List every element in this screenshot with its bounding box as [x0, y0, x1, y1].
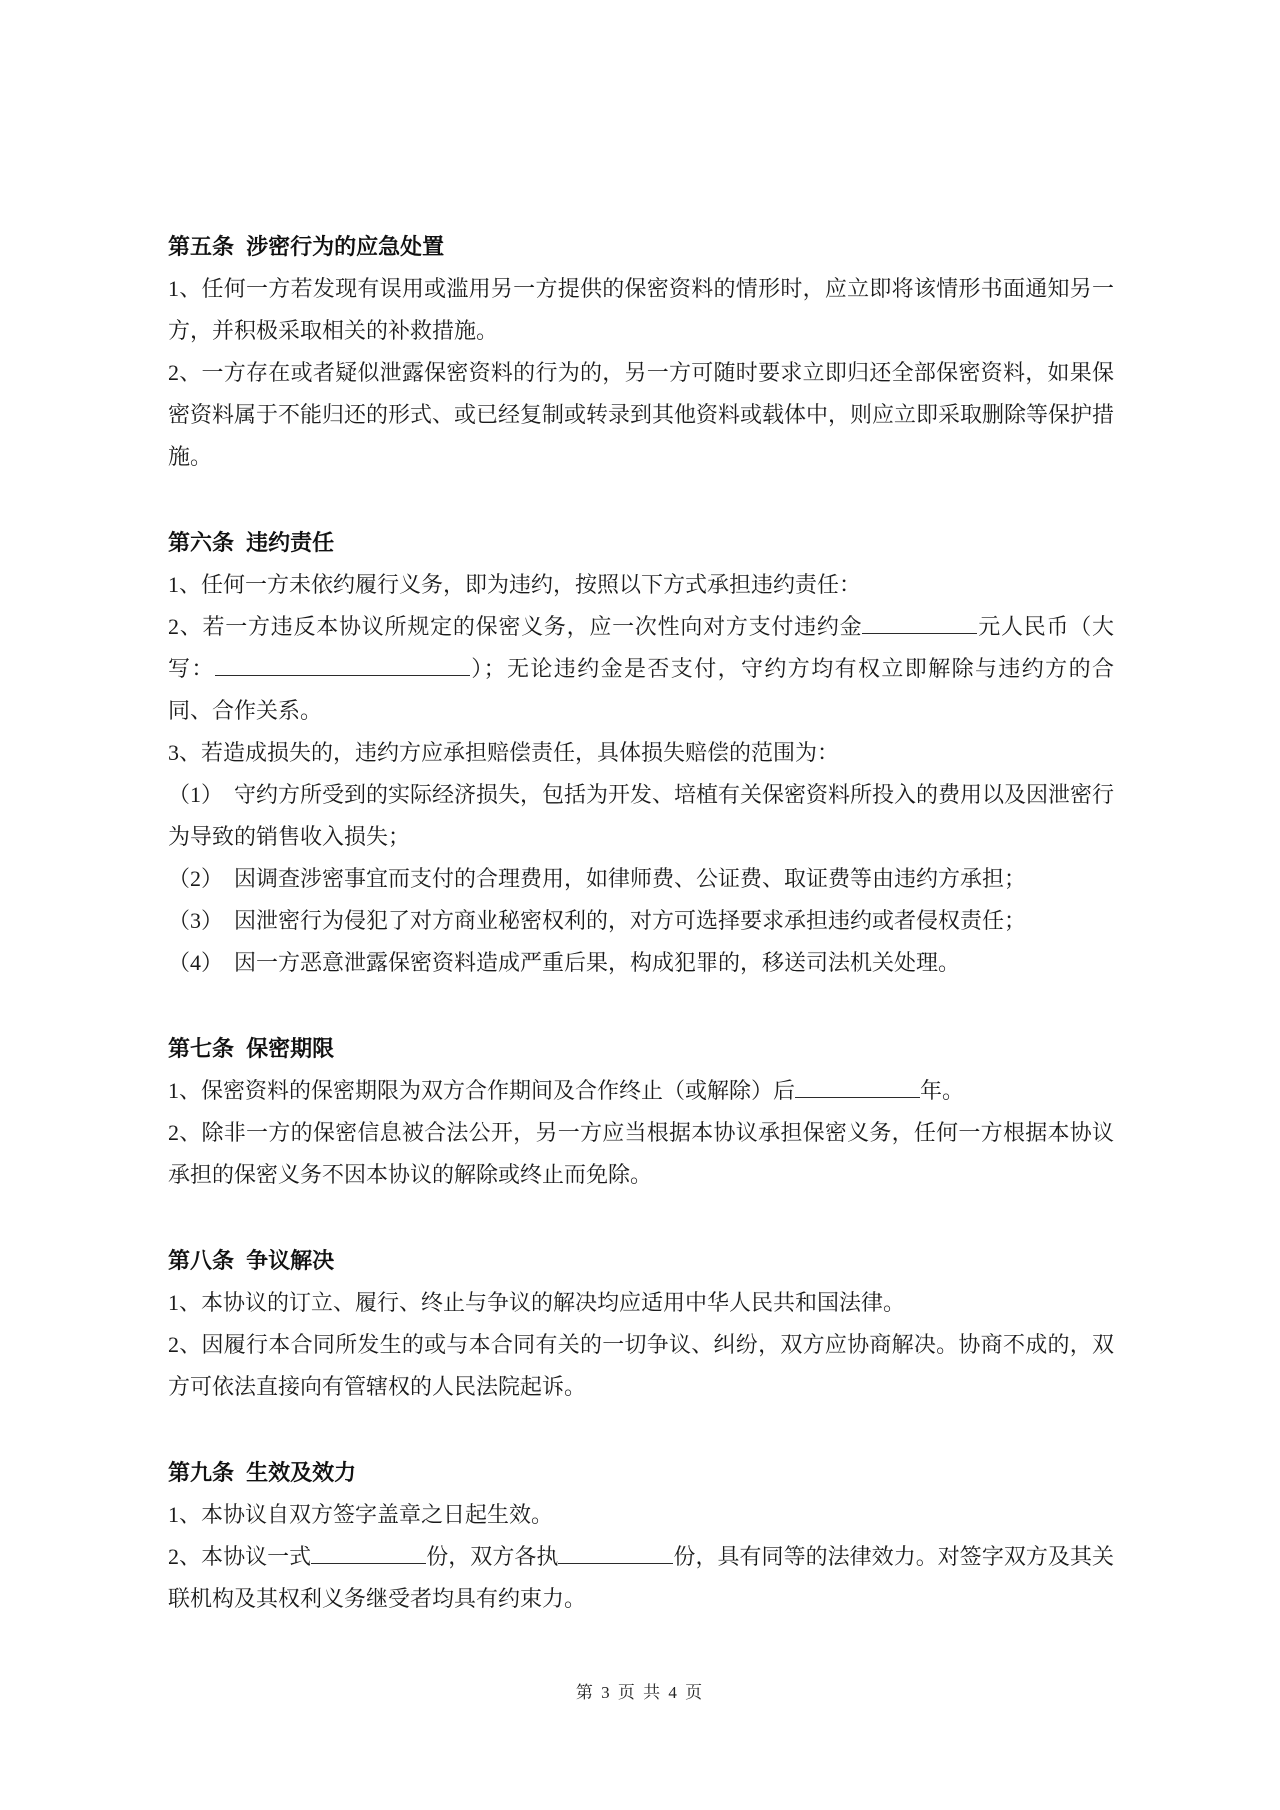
clause-text: ）；无论违约金是否支付，守约方均有权立即解除与违约方的合同、合作关系。 [168, 656, 1114, 723]
section-heading [168, 1240, 1114, 1282]
fill-in-blank [311, 1541, 426, 1564]
fill-in-blank [862, 611, 977, 634]
clause-paragraph [168, 606, 1114, 732]
section-title: 违约责任 [246, 530, 335, 555]
clause-paragraph [168, 942, 1114, 984]
clause-text: 3、若造成损失的，违约方应承担赔偿责任，具体损失赔偿的范围为： [168, 740, 840, 765]
clause-text: 1、任何一方未依约履行义务，即为违约，按照以下方式承担违约责任： [168, 572, 862, 597]
clause-text: 年。 [920, 1078, 965, 1103]
clause-text: （1） 守约方所受到的实际经济损失，包括为开发、培植有关保密资料所投入的费用以及因泄密行为导致的销售收入损失； [168, 782, 1115, 849]
section-title: 涉密行为的应急处置 [246, 234, 445, 259]
clause-paragraph [168, 1112, 1114, 1196]
clause-text: 份，具有同等的法律效力。对签字双方及其关联机构及其权利义务继受者均具有约束力。 [168, 1544, 1114, 1611]
section-number: 第九条 [168, 1460, 235, 1485]
contract-section [168, 1240, 1114, 1408]
clause-paragraph [168, 1494, 1114, 1536]
clause-paragraph [168, 774, 1114, 858]
clause-text: 1、任何一方若发现有误用或滥用另一方提供的保密资料的情形时，应立即将该情形书面通知另一方，并积极采取相关的补救措施。 [168, 276, 1114, 343]
contract-section [168, 522, 1114, 984]
section-title: 保密期限 [246, 1036, 335, 1061]
clause-paragraph [168, 900, 1114, 942]
clause-text: （2） 因调查涉密事宜而支付的合理费用，如律师费、公证费、取证费等由违约方承担； [168, 866, 1027, 891]
section-heading [168, 522, 1114, 564]
section-heading [168, 1452, 1114, 1494]
clause-text: 1、本协议自双方签字盖章之日起生效。 [168, 1502, 554, 1527]
clause-paragraph [168, 858, 1114, 900]
clause-text: （3） 因泄密行为侵犯了对方商业秘密权利的，对方可选择要求承担违约或者侵权责任； [168, 908, 1027, 933]
clause-text: 2、除非一方的保密信息被合法公开，另一方应当根据本协议承担保密义务，任何一方根据本协议承担的保密义务不因本协议的解除或终止而免除。 [168, 1120, 1114, 1187]
section-title: 生效及效力 [246, 1460, 357, 1485]
clause-paragraph [168, 732, 1114, 774]
fill-in-blank [558, 1541, 673, 1564]
clause-text: 元人民币（大写： [168, 614, 1114, 681]
section-number: 第五条 [168, 234, 235, 259]
clause-paragraph [168, 564, 1114, 606]
clause-text: 份，双方各执 [426, 1544, 559, 1569]
clause-paragraph [168, 1282, 1114, 1324]
section-number: 第八条 [168, 1248, 235, 1273]
clause-paragraph [168, 1324, 1114, 1408]
clause-paragraph [168, 268, 1114, 352]
fill-in-blank [215, 653, 470, 676]
section-number: 第七条 [168, 1036, 235, 1061]
contract-section [168, 1028, 1114, 1196]
page-number-indicator: 第 3 页 共 4 页 [575, 1683, 705, 1702]
clause-text: 1、保密资料的保密期限为双方合作期间及合作终止（或解除）后 [168, 1078, 796, 1103]
clause-text: 2、若一方违反本协议所规定的保密义务，应一次性向对方支付违约金 [168, 614, 863, 639]
contract-section [168, 226, 1114, 478]
section-number: 第六条 [168, 530, 235, 555]
clause-text: 2、本协议一式 [168, 1544, 312, 1569]
clause-text: 1、本协议的订立、履行、终止与争议的解决均应适用中华人民共和国法律。 [168, 1290, 906, 1315]
section-title: 争议解决 [246, 1248, 335, 1273]
fill-in-blank [795, 1075, 920, 1098]
contract-section [168, 1452, 1114, 1620]
clause-paragraph [168, 1536, 1114, 1620]
clause-text: 2、因履行本合同所发生的或与本合同有关的一切争议、纠纷，双方应协商解决。协商不成的，双方可依法直接向有管辖权的人民法院起诉。 [168, 1332, 1114, 1399]
contract-body [168, 226, 1114, 1620]
section-heading [168, 226, 1114, 268]
clause-text: （4） 因一方恶意泄露保密资料造成严重后果，构成犯罪的，移送司法机关处理。 [168, 950, 961, 975]
clause-paragraph [168, 352, 1114, 478]
clause-text: 2、一方存在或者疑似泄露保密资料的行为的，另一方可随时要求立即归还全部保密资料，如果保密资料属于不能归还的形式、或已经复制或转录到其他资料或载体中，则应立即采取删除等保护措施。 [168, 360, 1115, 469]
section-heading [168, 1028, 1114, 1070]
clause-paragraph [168, 1070, 1114, 1112]
page-footer [0, 1680, 1280, 1706]
